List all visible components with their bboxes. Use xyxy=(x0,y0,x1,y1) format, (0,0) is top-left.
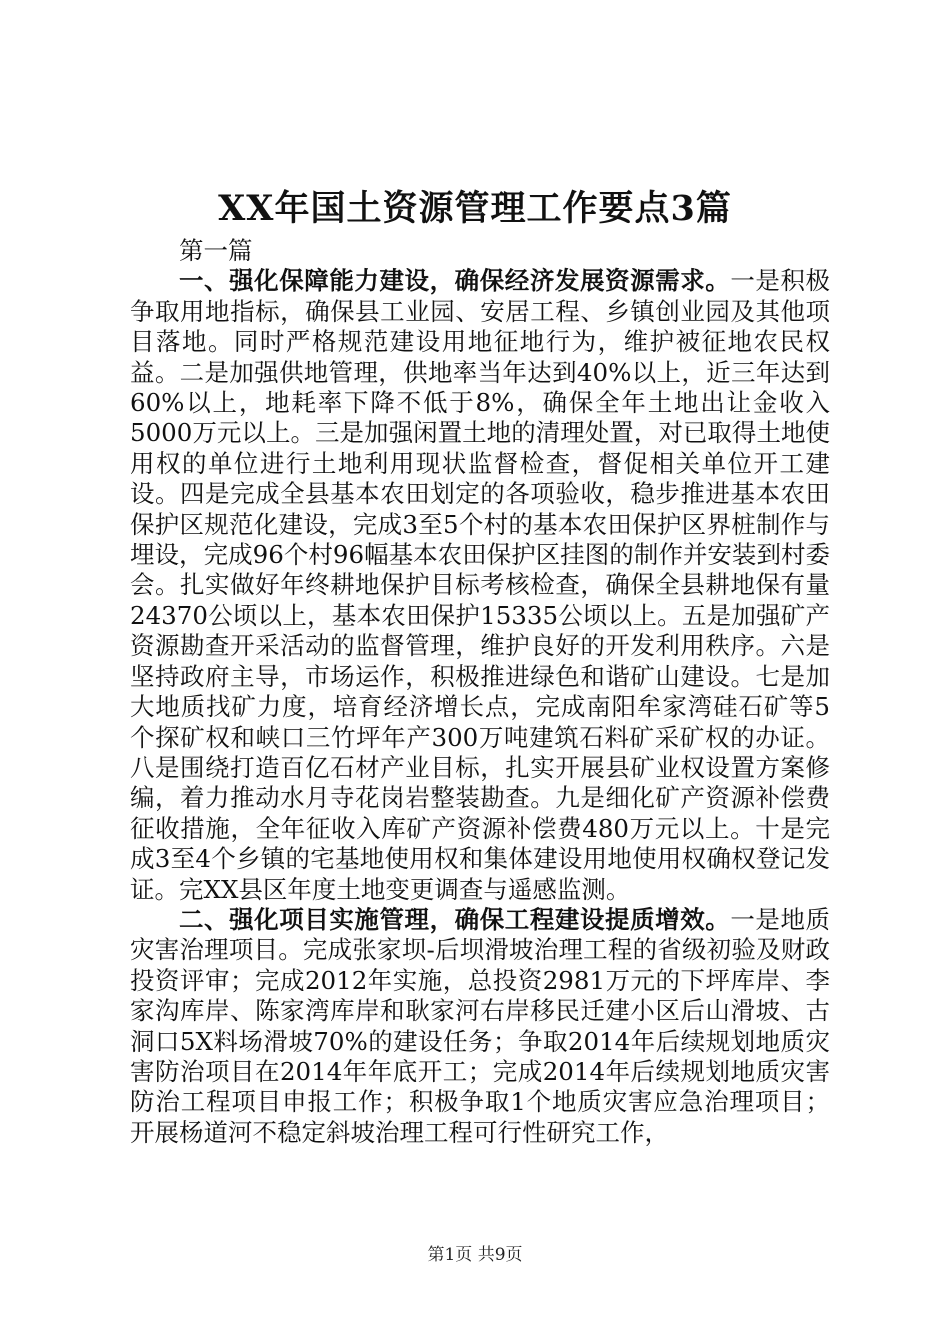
section-label: 第一篇 xyxy=(179,236,253,265)
document-body xyxy=(130,236,830,1148)
paragraph-2-heading: 二、强化项目实施管理，确保工程建设提质增效。 xyxy=(179,904,731,934)
paragraph-1-heading: 一、强化保障能力建设，确保经济发展资源需求。 xyxy=(179,266,731,296)
paragraph-2 xyxy=(130,905,830,1148)
paragraph-1 xyxy=(130,266,830,905)
paragraph-1-text: 一是积极争取用地指标，确保县工业园、安居工程、乡镇创业园及其他项目落地。同时严格规范建设用地征地行为，维护被征地农民权益。二是加强供地管理，供地率当年达到40%以上，近三年达到60%以上，地耗率下降不低于8%，确保全年土地出让金收入5000万元以上。三是加强闲置土地的清理处置，对已取得土地使用权的单位进行土地利用现状监督检查，督促相关单位开工建设。四是完成全县基本农田划定的各项验收，稳步推进基本农田保护区规范化建设，完成3至5个村的基本农田保护区界桩制作与埋设，完成96个村96幅基本农田保护区挂图的制作并安装到村委会。扎实做好年终耕地保护目标考核检查，确保全县耕地保有量24370公顷以上，基本农田保护15335公顷以上。五是加强矿产资源勘查开采活动的监督管理，维护良好的开发利用秩序。六是坚持政府主导，市场运作，积极推进绿色和谐矿山建设。七是加大地质找矿力度，培育经济增长点，完成南阳牟家湾硅石矿等5个探矿权和峡口三竹坪年产300万吨建筑石料矿采矿权的办证。八是围绕打造百亿石材产业目标，扎实开展县矿业权设置方案修编，着力推动水月寺花岗岩整装勘查。九是细化矿产资源补偿费征收措施，全年征收入库矿产资源补偿费480万元以上。十是完成3至4个乡镇的宅基地使用权和集体建设用地使用权确权登记发证。完XX县区年度土地变更调查与遥感监测。 xyxy=(130,266,831,904)
document-title: XX年国土资源管理工作要点3篇 xyxy=(218,188,732,229)
paragraph-2-text: 一是地质灾害治理项目。完成张家坝-后坝滑坡治理工程的省级初验及财政投资评审；完成2012年实施，总投资2981万元的下坪库岸、李家沟库岸、陈家湾库岸和耿家河右岸移民迁建小区后山滑坡、古洞口5X料场滑坡70%的建设任务；争取2014年后续规划地质灾害防治项目在2014年年底开工；完成2014年后续规划地质灾害防治工程项目申报工作；积极争取1个地质灾害应急治理项目；开展杨道河不稳定斜坡治理工程可行性研究工作， xyxy=(130,904,831,1147)
page-footer: 第1页 共9页 xyxy=(427,1245,523,1265)
